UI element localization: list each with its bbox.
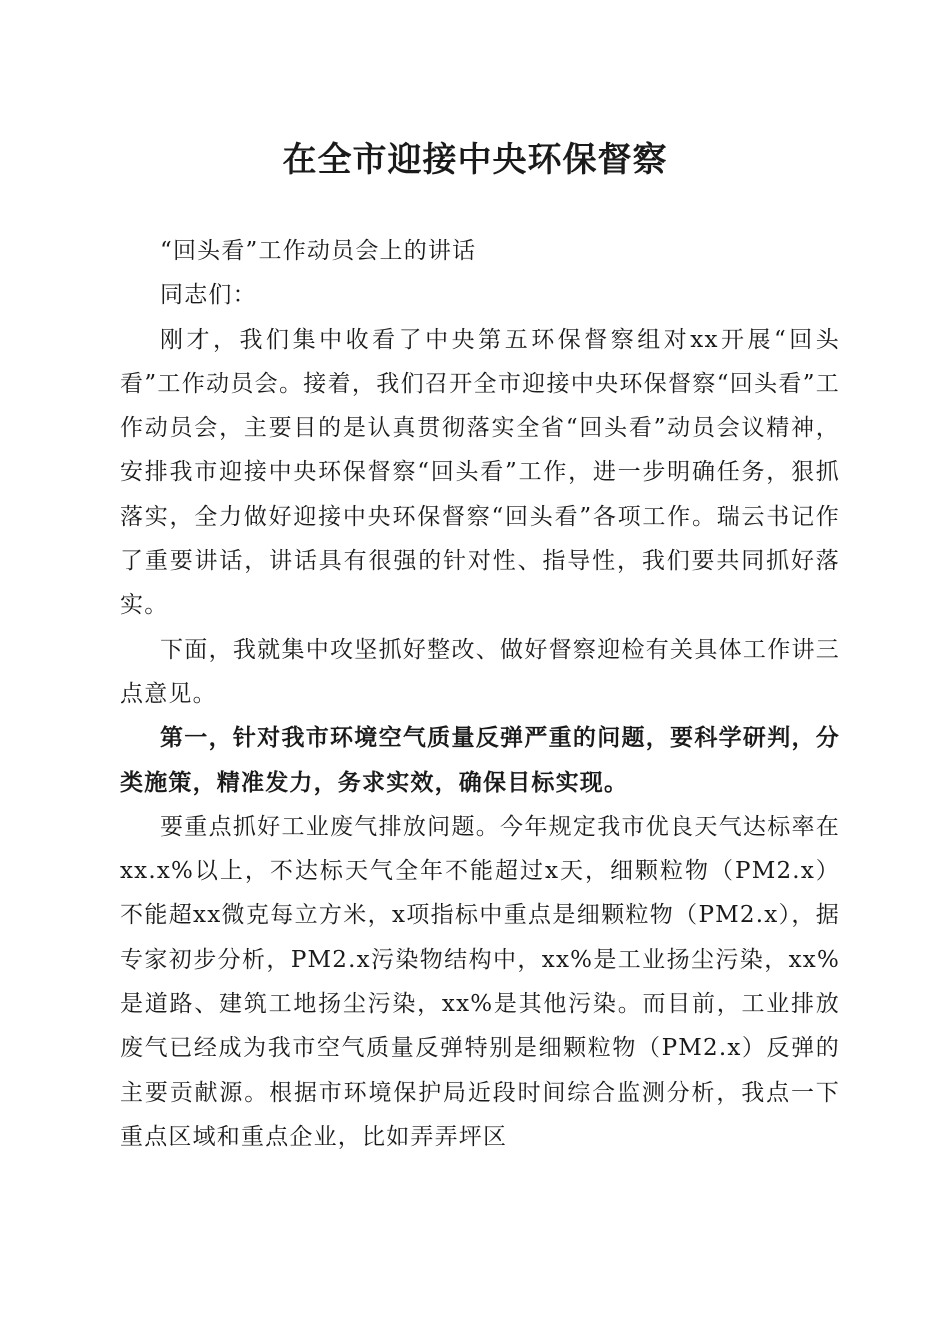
document-title: 在全市迎接中央环保督察 bbox=[282, 140, 668, 180]
document-body bbox=[120, 229, 840, 1159]
paragraph-industrial-emissions: 要重点抓好工业废气排放问题。今年规定我市优良天气达标率在xx.x%以上，不达标天气全年不能超过x天，细颗粒物（PM2.x）不能超xx微克每立方米，x项指标中重点是细颗粒物（PM2.x），据专家初步分析，PM2.x污染物结构中，xx%是工业扬尘污染，xx%是道路、建筑工地扬尘污染，xx%是其他污染。而目前，工业排放废气已经成为我市空气质量反弹特别是细颗粒物（PM2.x）反弹的主要贡献源。根据市环境保护局近段时间综合监测分析，我点一下重点区域和重点企业，比如弄弄坪区 bbox=[120, 813, 840, 1150]
section-heading-first: 第一，针对我市环境空气质量反弹严重的问题，要科学研判，分类施策，精准发力，务求实效，确保目标实现。 bbox=[120, 724, 840, 796]
subtitle-line: “回头看”工作动员会上的讲话 bbox=[160, 238, 477, 264]
paragraph-outline: 下面，我就集中攻坚抓好整改、做好督察迎检有关具体工作讲三点意见。 bbox=[120, 636, 840, 707]
salutation: 同志们： bbox=[160, 282, 257, 309]
paragraph-opening: 刚才，我们集中收看了中央第五环保督察组对xx开展“回头看”工作动员会。接着，我们召开全市迎接中央环保督察“回头看”工作动员会，主要目的是认真贯彻落实全省“回头看”动员会议精神，安排我市迎接中央环保督察“回头看”工作，进一步明确任务，狠抓落实，全力做好迎接中央环保督察“回头看”各项工作。瑞云书记作了重要讲话，讲话具有很强的针对性、指导性，我们要共同抓好落实。 bbox=[120, 326, 840, 619]
